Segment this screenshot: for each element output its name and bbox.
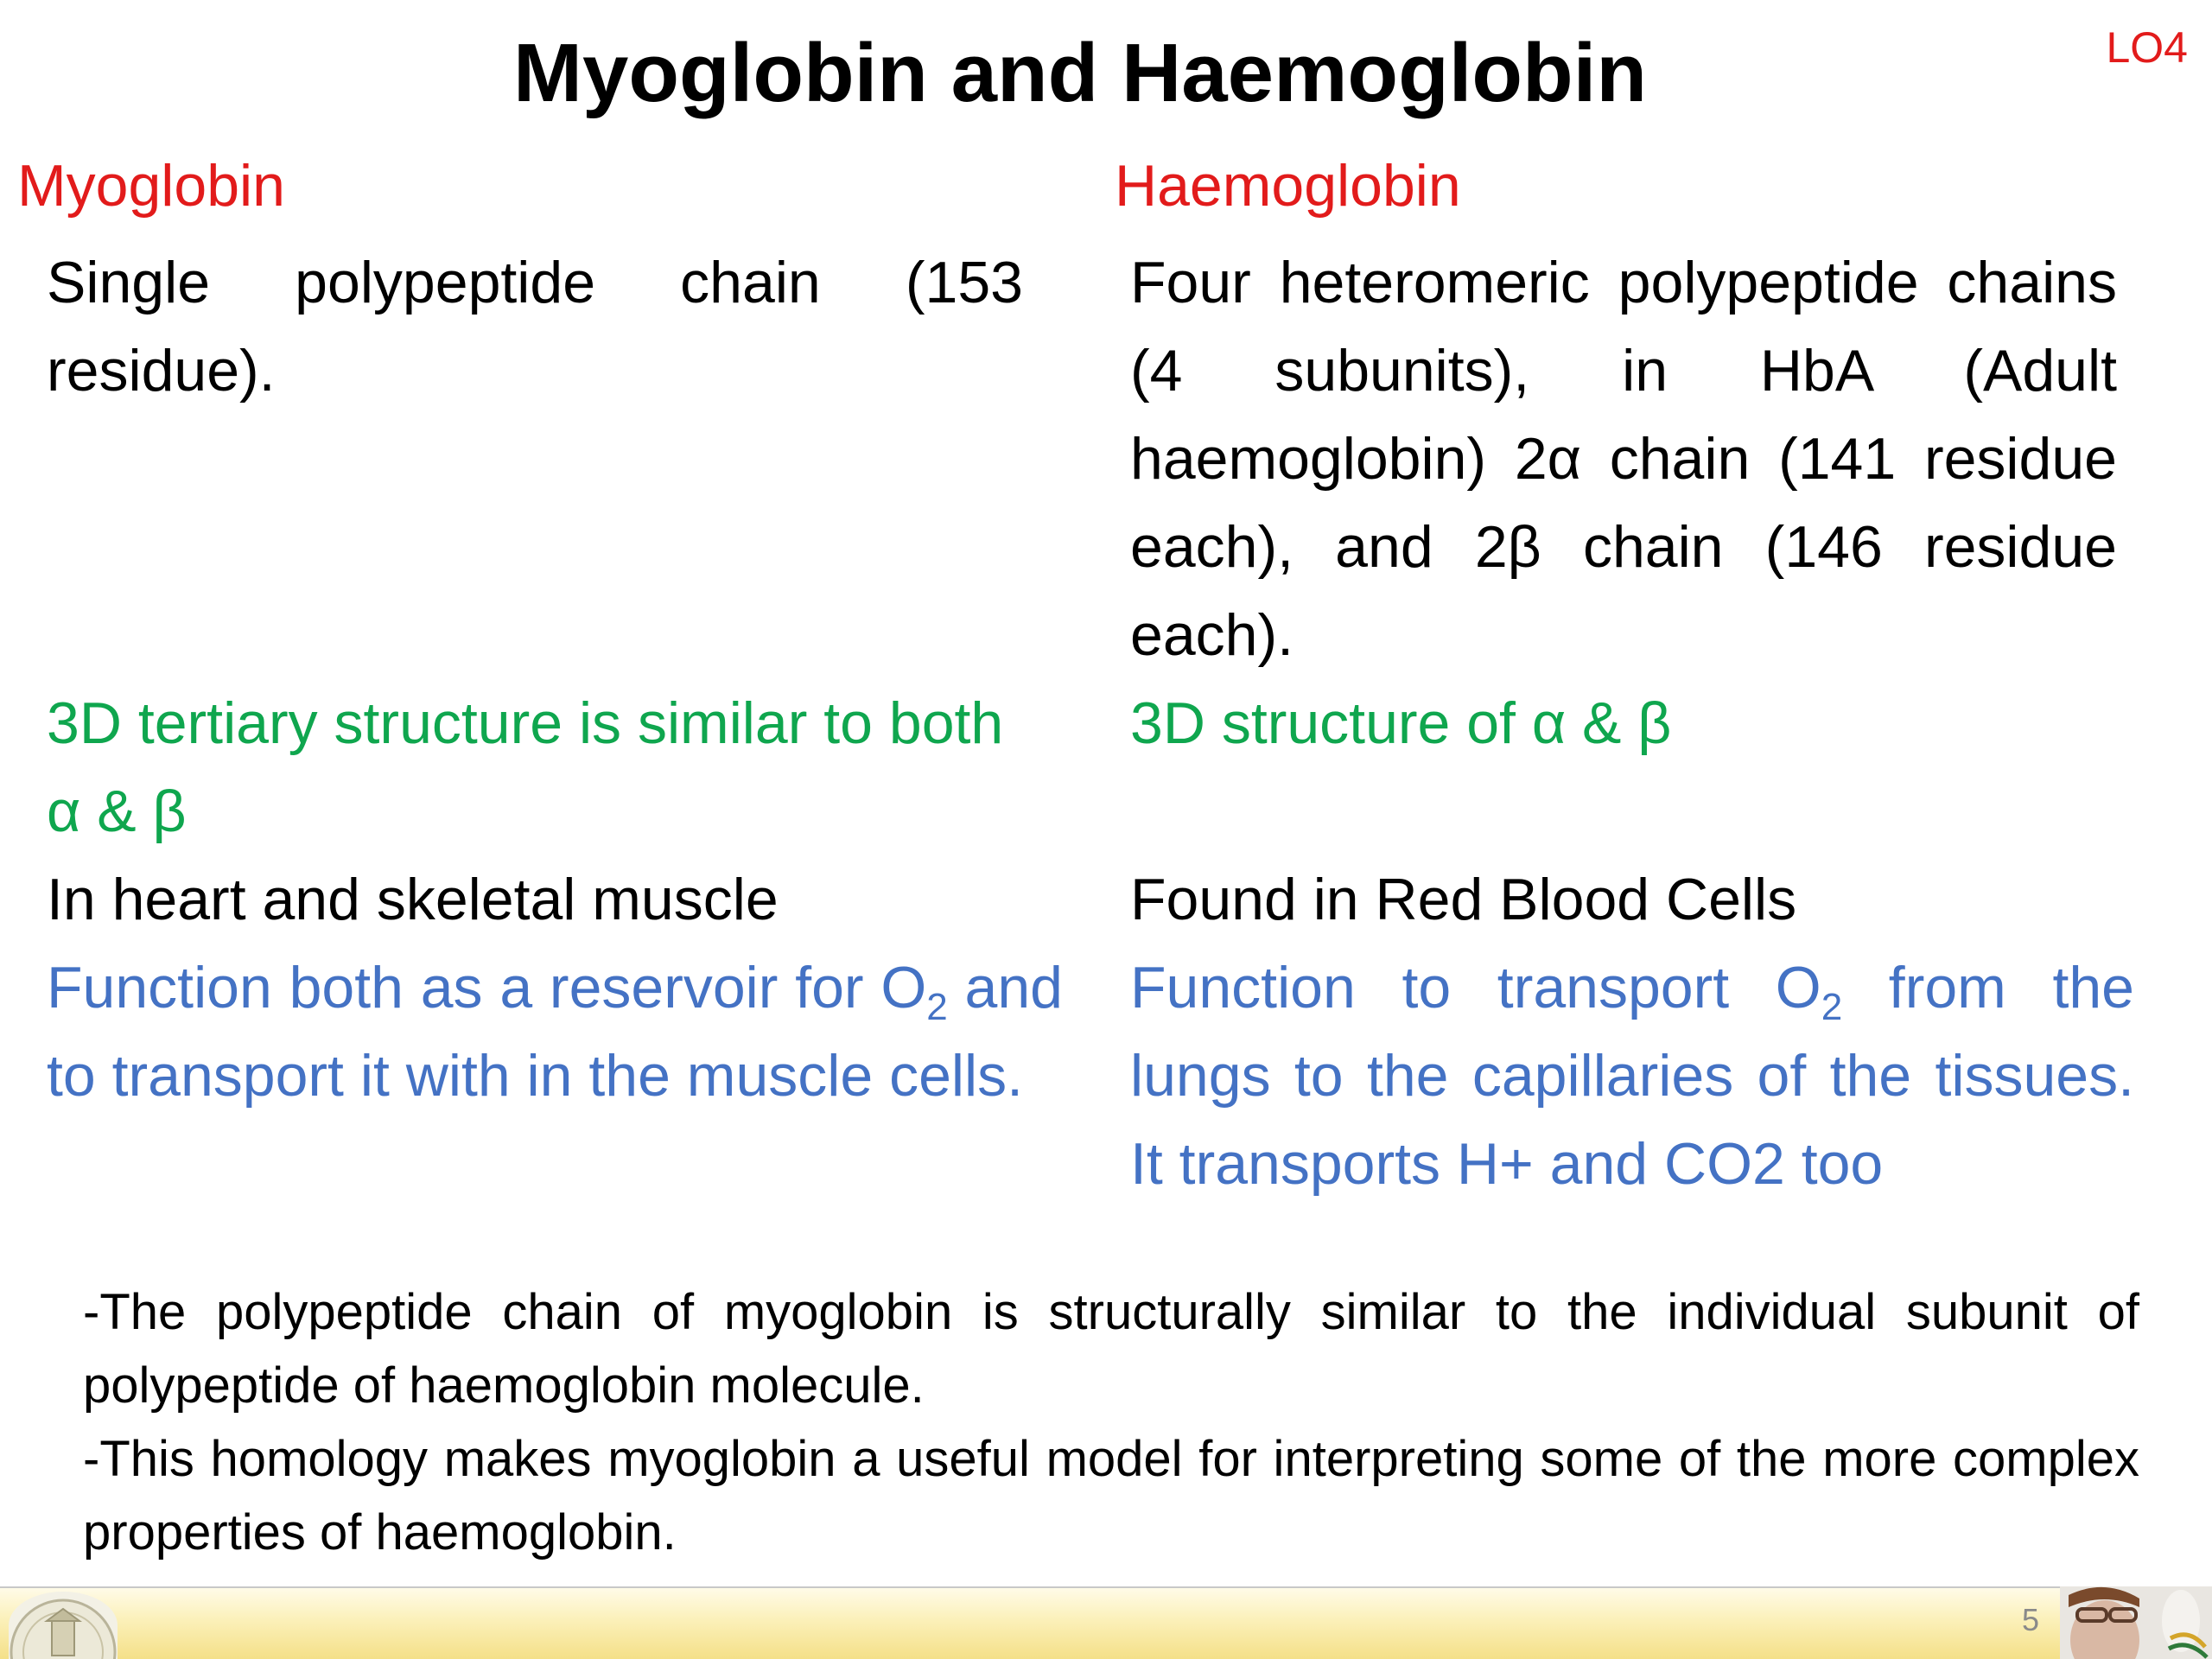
haemoglobin-function-part2: from the lungs to the capillaries of the tissues. It transports H+ and CO2 too: [1130, 955, 2134, 1197]
slide-title: Myoglobin and Haemoglobin: [513, 27, 1647, 119]
haemoglobin-heading: Haemoglobin: [1115, 153, 1461, 219]
haemoglobin-tertiary-text: 3D structure of α & β: [1130, 690, 1672, 756]
summary-note: -The polypeptide chain of myoglobin is structurally similar to the individual subunit of polypeptide of haemoglobin molecule.: [83, 1284, 2139, 1414]
myoglobin-function-part1: Function both as a reservoir for O: [47, 955, 927, 1020]
presenter-photo-icon: [2060, 1586, 2212, 1659]
summary-note: -This homology makes myoglobin a useful model for interpreting some of the more complex properties of haemoglobin.: [83, 1431, 2139, 1560]
summary-notes: [83, 1275, 2139, 1569]
myoglobin-structure-text: Single polypeptide chain (153 residue).: [47, 250, 1023, 404]
footer-bar: [0, 1586, 2212, 1659]
haemoglobin-structure-text: Four heteromeric polypeptide chains (4 subunits), in HbA (Adult haemoglobin) 2α chain (141 residue each), and 2β chain (146 residue each).: [1130, 250, 2117, 668]
myoglobin-heading: Myoglobin: [17, 153, 285, 219]
haemoglobin-function-subscript: 2: [1821, 986, 1843, 1028]
myoglobin-function-part2: and to transport it with in the muscle cells.: [47, 955, 1063, 1109]
myoglobin-tertiary-text: 3D tertiary structure is similar to both α & β: [47, 690, 1004, 844]
haemoglobin-function-text: [1130, 944, 2134, 1208]
myoglobin-function-subscript: 2: [926, 986, 948, 1028]
haemoglobin-function-part1: Function to transport O: [1130, 955, 1821, 1020]
myoglobin-location-text: In heart and skeletal muscle: [47, 867, 779, 932]
page-number: 5: [2021, 1602, 2039, 1637]
university-seal-icon: [9, 1592, 118, 1659]
myoglobin-function-text: [47, 944, 1063, 1120]
haemoglobin-location-text: Found in Red Blood Cells: [1130, 867, 1797, 932]
learning-outcome-tag: LO4: [2106, 23, 2188, 72]
